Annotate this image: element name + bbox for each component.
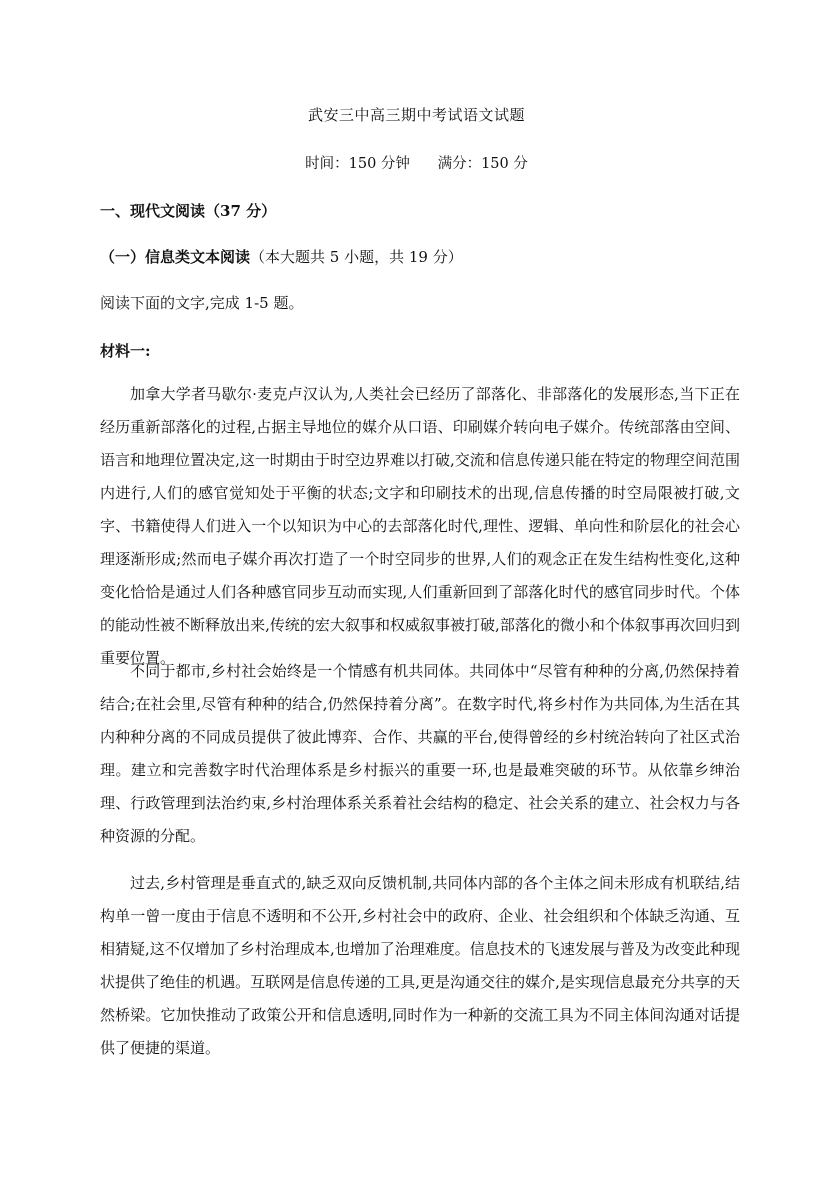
reading-instruction: 阅读下面的文字,完成 1-5 题。 xyxy=(100,294,304,312)
exam-title: 武安三中高三期中考试语文试题 xyxy=(307,106,525,124)
paragraph-2: 不同于都市,乡村社会始终是一个情感有机共同体。共同体中“尽管有种种的分离,仍然保持着结合;在社会里,尽管有种种的结合,仍然保持着分离”。在数字时代,将乡村作为共同体,为生活在其内种种分离的不同成员提供了彼此博弈、合作、共赢的平台,使得曾经的乡村统治转向了社区式治理。建立和完善数字时代治理体系是乡村振兴的重要一环,也是最难突破的环节。从依靠乡绅治理、行政管理到法治约束,乡村治理体系关系着社会结构的稳定、社会关系的建立、社会权力与各种资源的分配。 xyxy=(100,662,740,845)
paragraph-3: 过去,乡村管理是垂直式的,缺乏双向反馈机制,共同体内部的各个主体之间未形成有机联结,结构单一曾一度由于信息不透明和不公开,乡村社会中的政府、企业、社会组织和个体缺乏沟通、互相猜疑,这不仅增加了乡村治理成本,也增加了治理难度。信息技术的飞速发展与普及为改变此种现状提供了绝佳的机遇。互联网是信息传递的工具,更是沟通交往的媒介,是实现信息最充分共享的天然桥梁。它加快推动了政策公开和信息透明,同时作为一种新的交流工具为不同主体间沟通对话提供了便捷的渠道。 xyxy=(100,874,740,1057)
subsection-heading xyxy=(100,246,463,267)
material-label: 材料一: xyxy=(100,342,151,360)
paragraph-1: 加拿大学者马歇尔·麦克卢汉认为,人类社会已经历了部落化、非部落化的发展形态,当下正在经历重新部落化的过程,占据主导地位的媒介从口语、印刷媒介转向电子媒介。传统部落由空间、语言和地理位置决定,这一时期由于时空边界难以打破,交流和信息传递只能在特定的物理空间范围内进行,人们的感官觉知处于平衡的状态;文字和印刷技术的出现,信息传播的时空局限被打破,文字、书籍使得人们进入一个以知识为中心的去部落化时代,理性、逻辑、单向性和阶层化的社会心理逐渐形成;然而电子媒介再次打造了一个时空同步的世界,人们的观念正在发生结构性变化,这种变化恰恰是通过人们各种感官同步互动而实现,人们重新回到了部落化时代的感官同步时代。个体的能动性被不断释放出来,传统的宏大叙事和权威叙事被打破,部落化的微小和个体叙事再次回归到重要位置。 xyxy=(100,385,740,667)
exam-time-score: 时间：150 分钟 满分：150 分 xyxy=(305,156,528,172)
section-heading: 一、现代文阅读（37 分） xyxy=(100,202,277,220)
subsection-title: （一）信息类文本阅读 xyxy=(100,248,251,266)
subsection-note: （本大题共 5 小题，共 19 分） xyxy=(250,248,463,266)
